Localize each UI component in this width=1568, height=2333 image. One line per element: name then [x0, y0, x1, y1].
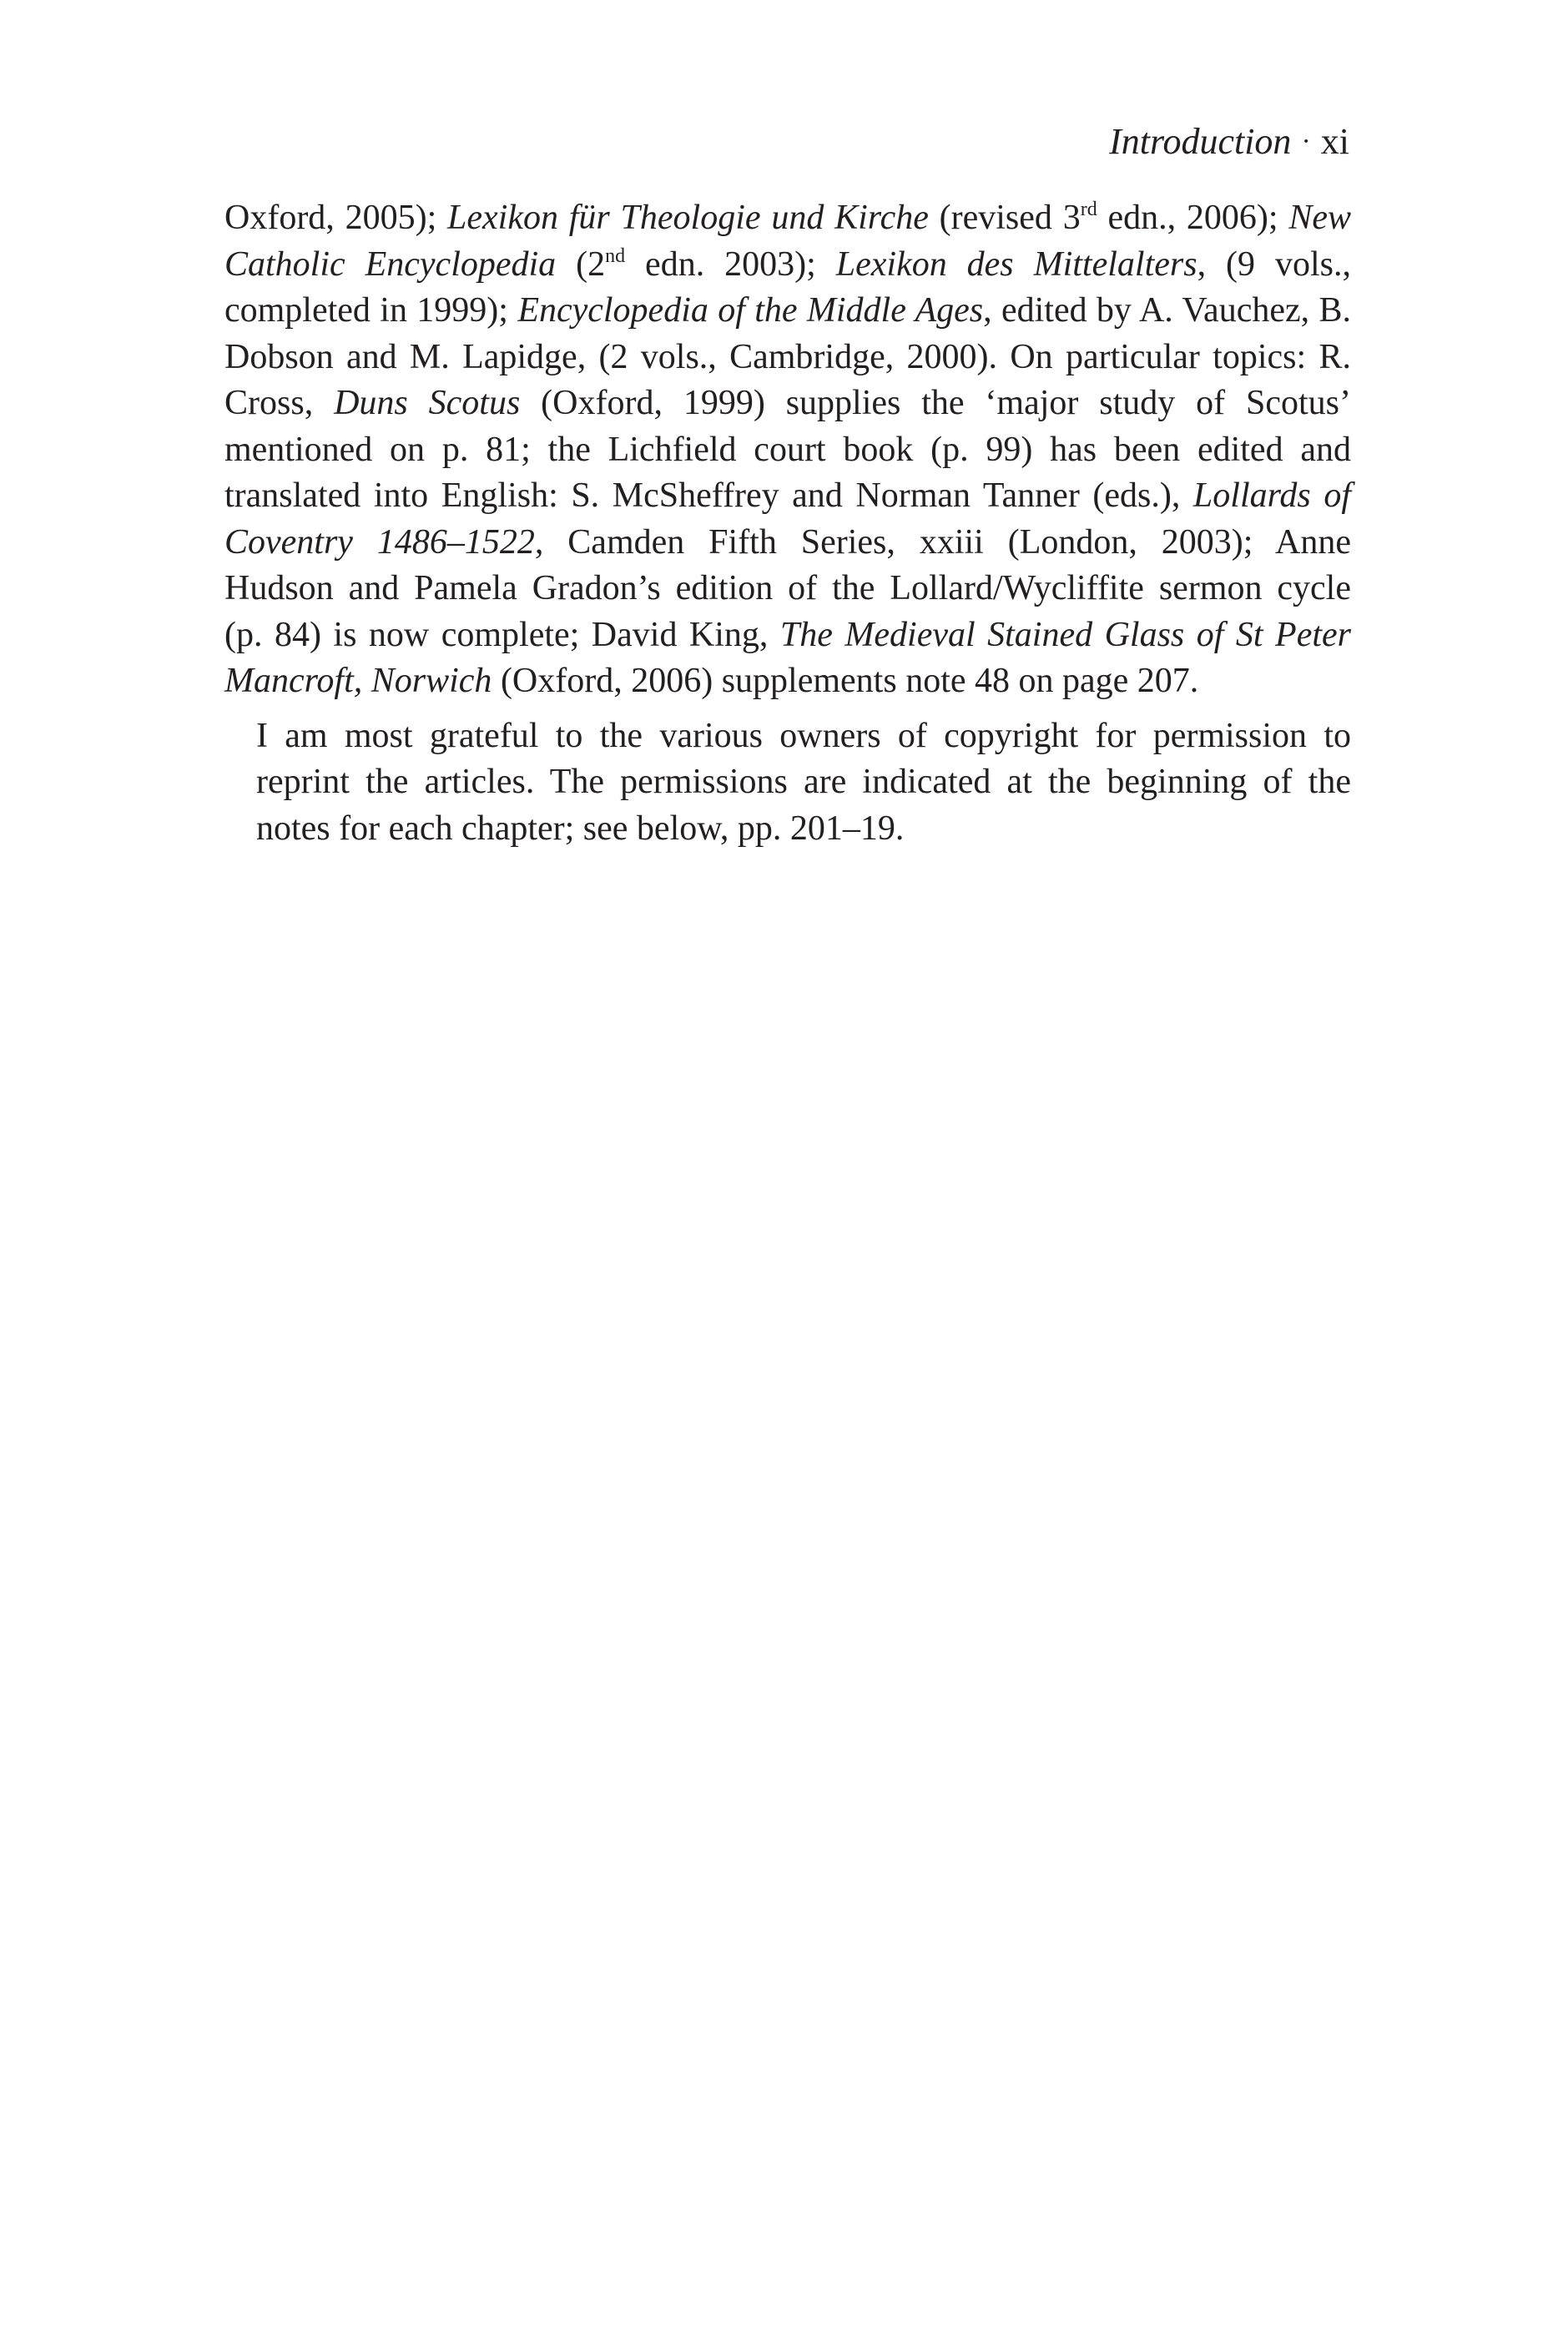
text-line — [224, 427, 1351, 474]
italic-title: Lexikon des Mittelalters — [835, 244, 1197, 284]
text-line — [224, 806, 1351, 853]
paragraph-acknowledgements — [224, 713, 1351, 853]
text-run: , Camden Fifth Series, xxiii (London, 2003); Anne — [534, 522, 1352, 562]
text-line — [224, 288, 1351, 335]
text-line — [224, 195, 1351, 242]
text-line — [224, 759, 1351, 806]
superscript: nd — [605, 244, 626, 267]
text-run: translated into English: S. McSheffrey and Norman Tanner (eds.), — [224, 476, 1193, 515]
text-line — [224, 520, 1351, 567]
italic-title: Coventry 1486–1522 — [224, 522, 535, 562]
running-head-separator: · — [1301, 126, 1311, 157]
text-run: (revised 3 — [928, 199, 1081, 237]
text-line — [224, 242, 1351, 289]
text-run: Dobson and M. Lapidge, (2 vols., Cambridge, 2000). On particular topics: R. — [224, 337, 1351, 376]
text-run: , edited by A. Vauchez, B. — [983, 291, 1351, 330]
text-run: reprint the articles. The permissions are indicated at the beginning of the — [256, 763, 1351, 801]
text-run: I am most grateful to the various owners of copyright for permission to — [256, 716, 1351, 755]
italic-title: The Medieval Stained Glass of St Peter — [779, 615, 1352, 654]
text-run: (Oxford, 1999) supplies the ‘major study of Scotus’ — [520, 384, 1351, 422]
text-run: (2 — [556, 244, 606, 284]
text-run: Hudson and Pamela Gradon’s edition of the Lollard/Wycliffite sermon cycle — [224, 569, 1351, 607]
body-text — [224, 195, 1351, 852]
text-run: (Oxford, 2006) supplements note 48 on page 207. — [492, 662, 1199, 700]
text-run: mentioned on p. 81; the Lichfield court book (p. 99) has been edited and — [224, 430, 1351, 469]
text-line — [224, 612, 1351, 659]
page-number: xi — [1320, 121, 1349, 162]
text-run: Oxford, 2005); — [224, 199, 448, 237]
italic-title: Catholic Encyclopedia — [224, 244, 557, 284]
text-line — [224, 473, 1351, 520]
running-head — [1109, 117, 1349, 167]
italic-title: Lollards of — [1192, 476, 1351, 515]
text-line — [224, 566, 1351, 612]
superscript: rd — [1080, 199, 1097, 220]
text-line — [224, 713, 1351, 760]
text-run: , (9 vols., — [1197, 244, 1351, 284]
italic-title: New — [1288, 199, 1352, 237]
text-run: edn., 2006); — [1097, 199, 1289, 237]
italic-title: Encyclopedia of the Middle Ages — [517, 291, 984, 330]
text-run: (p. 84) is now complete; David King, — [224, 615, 780, 654]
text-run: completed in 1999); — [224, 291, 518, 330]
text-line — [224, 335, 1351, 381]
text-run: notes for each chapter; see below, pp. 201–19. — [256, 809, 905, 848]
text-run: Cross, — [224, 384, 335, 422]
text-line — [224, 658, 1351, 705]
paragraph-continued — [224, 195, 1351, 705]
text-line — [224, 380, 1351, 427]
italic-title: Lexikon für Theologie und Kirche — [447, 199, 929, 237]
text-run: edn. 2003); — [625, 244, 836, 284]
running-head-title: Introduction — [1109, 121, 1292, 162]
italic-title: Mancroft, Norwich — [224, 662, 492, 700]
italic-title: Duns Scotus — [334, 384, 521, 422]
